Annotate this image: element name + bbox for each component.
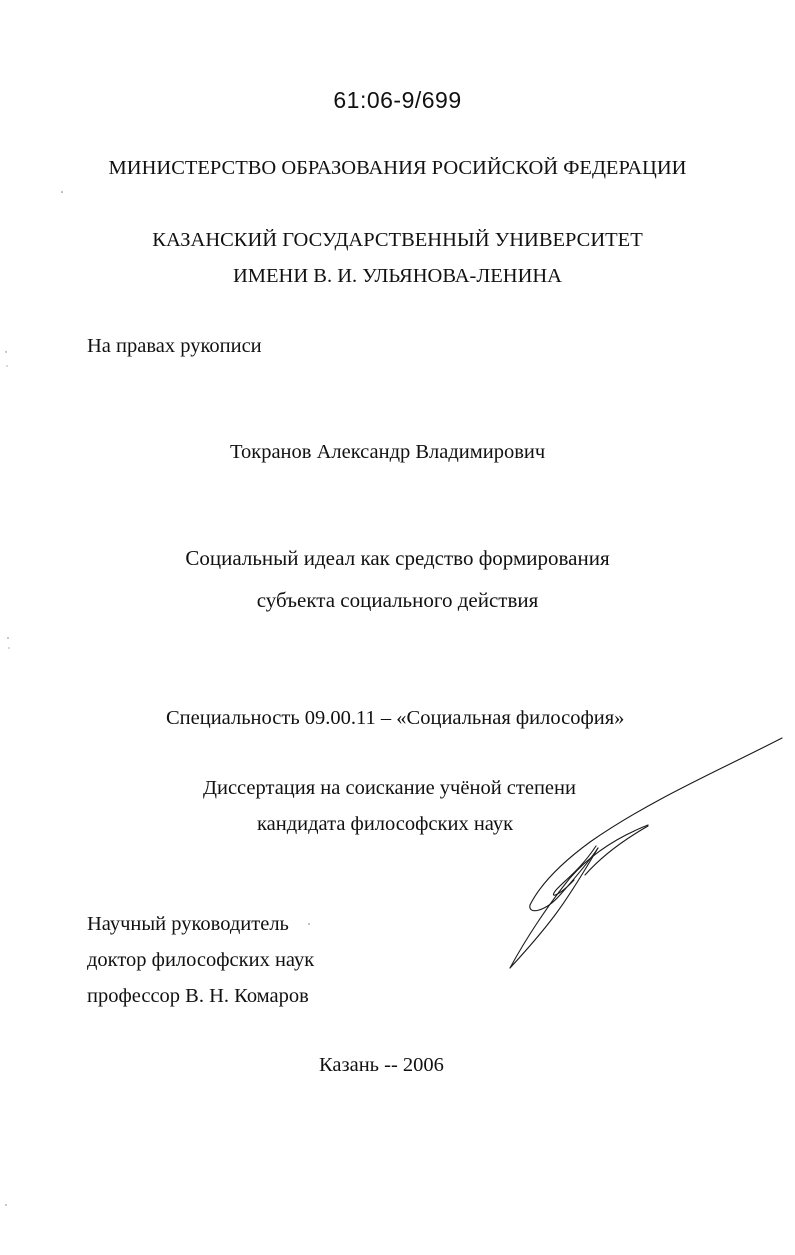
supervisor-name: профессор В. Н. Комаров bbox=[87, 985, 309, 1007]
supervisor-role: Научный руководитель bbox=[87, 913, 289, 935]
ministry-heading: МИНИСТЕРСТВО ОБРАЗОВАНИЯ РОСИЙСКОЙ ФЕДЕРАЦИИ bbox=[108, 157, 687, 179]
university-name-line2: ИМЕНИ В. И. УЛЬЯНОВА-ЛЕНИНА bbox=[233, 265, 562, 287]
dissertation-title-line2: субъекта социального действия bbox=[256, 588, 539, 612]
dissertation-title-line1: Социальный идеал как средство формирования bbox=[185, 546, 610, 570]
author-name: Токранов Александр Владимирович bbox=[230, 441, 546, 463]
city-year: Казань -- 2006 bbox=[319, 1054, 444, 1076]
supervisor-degree: доктор философских наук bbox=[87, 949, 315, 971]
archive-code: 61:06-9/699 bbox=[333, 87, 462, 113]
degree-line1: Диссертация на соискание учёной степени bbox=[203, 777, 576, 799]
university-name-line1: КАЗАНСКИЙ ГОСУДАРСТВЕННЫЙ УНИВЕРСИТЕТ bbox=[152, 229, 643, 251]
manuscript-rights-note: На правах рукописи bbox=[87, 335, 262, 357]
degree-line2: кандидата философских наук bbox=[257, 813, 514, 835]
specialty-line: Специальность 09.00.11 – «Социальная философия» bbox=[166, 707, 625, 729]
